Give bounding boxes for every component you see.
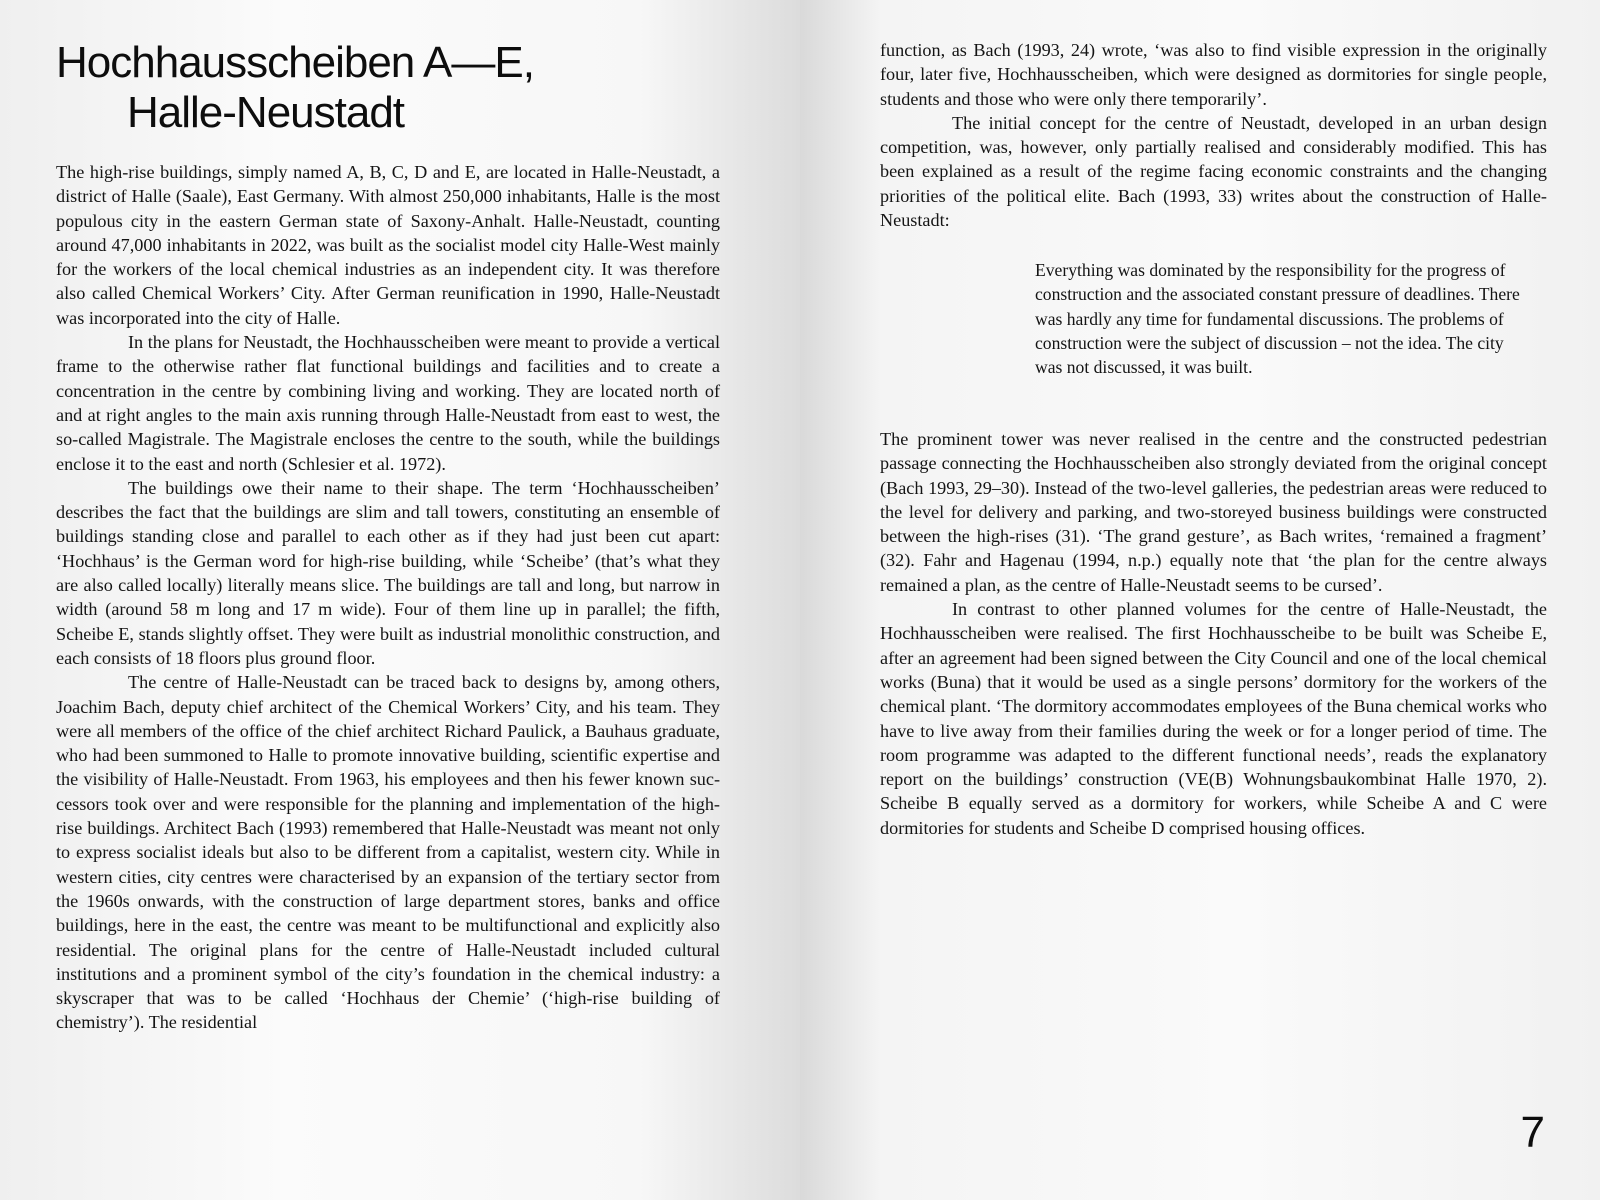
- body-paragraph: The high-rise buildings, simply named A, B, C, D and E, are located in Halle-Neustadt, a district of Halle (Saale), East Germany. With almost 250,000 inhabitants, Halle is the most populous city in the eastern German state of Saxony-Anhalt. Halle-Neustadt, counting around 47,000 inhabitants in 2022, was built as the socialist model city Halle-West mainly for the workers of the local chemical industries as an independent city. It was therefore also called Chemical Workers’ City. After German reunification in 1990, Halle-Neustadt was incorporated into the city of Halle.: [56, 162, 720, 328]
- body-paragraph: function, as Bach (1993, 24) wrote, ‘was also to find visible expression in the originally four, later five, Hochhausscheiben, which were designed as dormitories for single people, students and those who were only there temporarily’.: [880, 40, 1547, 109]
- body-paragraph: The buildings owe their name to their shape. The term ‘Hochhausscheiben’ describes the fact that the buildings are slim and tall towers, constituting an ensemble of buildings standing close and parallel to each other as if they had just been cut apart: ‘Hochhaus’ is the German word for high-rise building, while ‘Scheibe’ (that’s what they are also called locally) literally means slice. The buildings are tall and long, but narrow in width (around 58 m long and 17 m wide). Four of them line up in parallel; the fifth, Scheibe E, stands slightly offset. They were built as industrial monolithic construction, and each consists of 18 floors plus ground floor.: [56, 477, 720, 668]
- left-body-text: [56, 160, 720, 1035]
- right-body-text-bottom: [880, 427, 1547, 840]
- block-quote: Everything was dominated by the responsibility for the progress of construction and the associated constant pressure of deadlines. There was hardly any time for fundamental discussions. The problems of construction were the subject of discussion – not the idea. The city was not discussed, it was built.: [1035, 260, 1520, 378]
- chapter-title-line-1: Hochhausscheiben A—E,: [56, 38, 534, 87]
- body-paragraph: The prominent tower was never realised in the centre and the constructed pedestrian passage connecting the Hochhausscheiben also strongly deviated from the original concept (Bach 1993, 29–30). Instead of the two-level galleries, the pedestrian areas were reduced to the level for delivery and parking, and two-storeyed business buildings were constructed between the high-rises (31). ‘The grand gesture’, as Bach writes, ‘remained a fragment’ (32). Fahr and Hagenau (1994, n.p.) equally note that ‘the plan for the centre always remained a plan, as the centre of Halle-Neustadt seems to be cursed’.: [880, 429, 1547, 595]
- chapter-title-line-2: Halle-Neustadt: [127, 88, 405, 137]
- body-paragraph: In the plans for Neustadt, the Hochhausscheiben were meant to provide a vertical frame to the otherwise rather flat functional buildings and facilities and to create a concentration in the centre by combining living and working. They are located north of and at right angles to the main axis running through Halle-Neustadt from east to west, the so-called Magistrale. The Magistrale encloses the centre to the south, while the buildings enclose it to the east and north (Schlesier et al. 1972).: [56, 332, 720, 474]
- right-page: [800, 0, 1600, 1200]
- page-number: 7: [1520, 1108, 1545, 1157]
- right-body-text-top: [880, 38, 1547, 232]
- chapter-title: [56, 38, 534, 138]
- body-paragraph: In contrast to other planned volumes for the centre of Halle-Neustadt, the Hochhausscheiben were realised. The first Hochhausscheibe to be built was Scheibe E, after an agreement had been signed between the City Council and one of the local chemical works (Buna) that it would be used as a single persons’ dormitory for the workers of the chemical plant. ‘The dormitory accommodates employees of the Buna chemical works who have to live away from their families during the week or for a longer period of time. The room programme was adapted to the different functional needs’, reads the explanatory report on the buildings’ construction (VE(B) Wohnungsbaukombinat Halle 1970, 2). Scheibe B equally served as a dormitory for workers, while Scheibe A and C were dormitories for students and Scheibe D comprised housing offices.: [880, 599, 1547, 838]
- body-paragraph: The centre of Halle-Neustadt can be traced back to designs by, among others, Joachim Bach, deputy chief architect of the Chemical Workers’ City, and his team. They were all members of the office of the chief architect Richard Paulick, a Bauhaus graduate, who had been summoned to Halle to promote innovative building, scientific expertise and the visibility of Halle-Neustadt. From 1963, his employees and then his fewer known successors took over and were responsible for the planning and implementation of the high-rise buildings. Architect Bach (1993) remembered that Halle-Neustadt was meant not only to express socialist ideals but also to be different from a capitalist, western city. While in western cities, city centres were characterised by an expansion of the tertiary sector from the 1960s onwards, with the construction of large department stores, banks and office buildings, here in the east, the centre was meant to be multifunctional and explicitly also residential. The original plans for the centre of Halle-Neustadt included cultural institutions and a prominent symbol of the city’s foundation in the chemical industry: a skyscraper that was to be called ‘Hochhaus der Chemie’ (‘high-rise building of chemistry’). The residential: [56, 672, 720, 1033]
- body-paragraph: The initial concept for the centre of Neustadt, developed in an urban design competition, was, however, only partially realised and considerably modified. This has been explained as a result of the regime facing economic constraints and the changing priorities of the political elite. Bach (1993, 33) writes about the construction of Halle-Neustadt:: [880, 112, 1547, 231]
